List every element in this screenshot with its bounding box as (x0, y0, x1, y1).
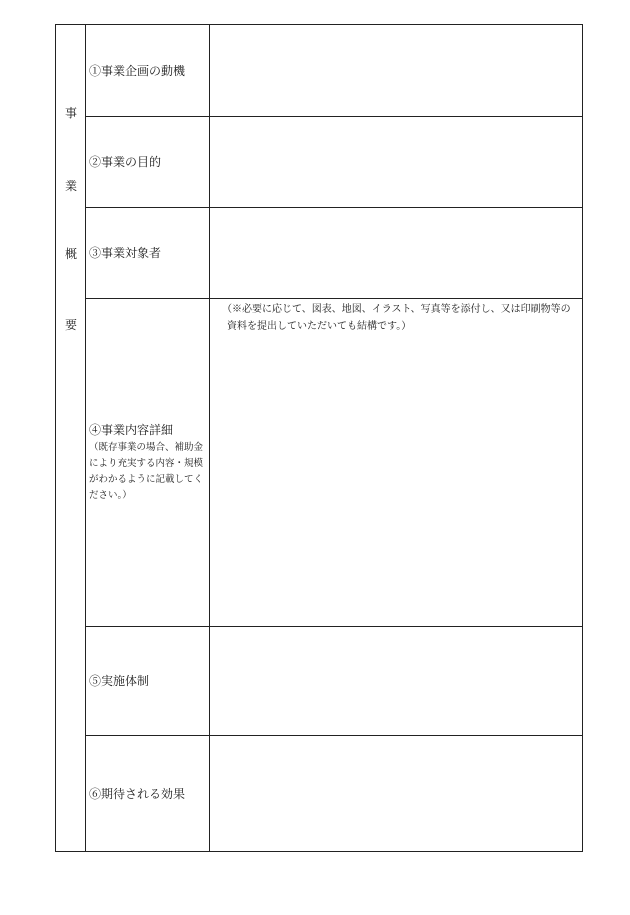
motivation-input-area[interactable] (210, 25, 582, 116)
row-label-cell (86, 208, 210, 298)
row-label-cell (86, 117, 210, 207)
row-purpose (86, 117, 582, 208)
target-input-area[interactable] (210, 208, 582, 298)
form-rows (86, 25, 582, 851)
business-overview-table (55, 24, 583, 852)
row-label: ②事業の目的 (89, 155, 162, 169)
side-header-column (56, 25, 86, 851)
row-label: ③事業対象者 (89, 246, 162, 260)
details-input-area[interactable] (210, 299, 582, 626)
row-label: ⑥期待される効果 (89, 786, 186, 801)
purpose-input-area[interactable] (210, 117, 582, 207)
effects-input-area[interactable] (210, 736, 582, 851)
attachment-note: （※必要に応じて、図表、地図、イラスト、写真等を添付し、又は印刷物等の資料を提出していただいても結構です。） (222, 304, 571, 332)
structure-input-area[interactable] (210, 627, 582, 735)
row-motivation (86, 25, 582, 117)
row-effects (86, 736, 582, 851)
side-header-char: 概 (64, 247, 77, 261)
row-details (86, 299, 582, 627)
row-target (86, 208, 582, 299)
row-label-cell (86, 627, 210, 735)
side-header-char: 要 (64, 318, 77, 332)
row-structure (86, 627, 582, 736)
row-label-cell (86, 736, 210, 851)
row-label-note: （既存事業の場合、補助金により充実する内容・規模がわかるように記載してください。） (89, 441, 204, 501)
row-label: ⑤実施体制 (89, 674, 150, 688)
row-label-cell (86, 25, 210, 116)
side-header-char: 事 (64, 106, 77, 120)
row-label: ①事業企画の動機 (89, 63, 186, 78)
side-header-char: 業 (64, 179, 77, 193)
row-label: ④事業内容詳細 (89, 422, 174, 437)
row-label-cell (86, 299, 210, 626)
